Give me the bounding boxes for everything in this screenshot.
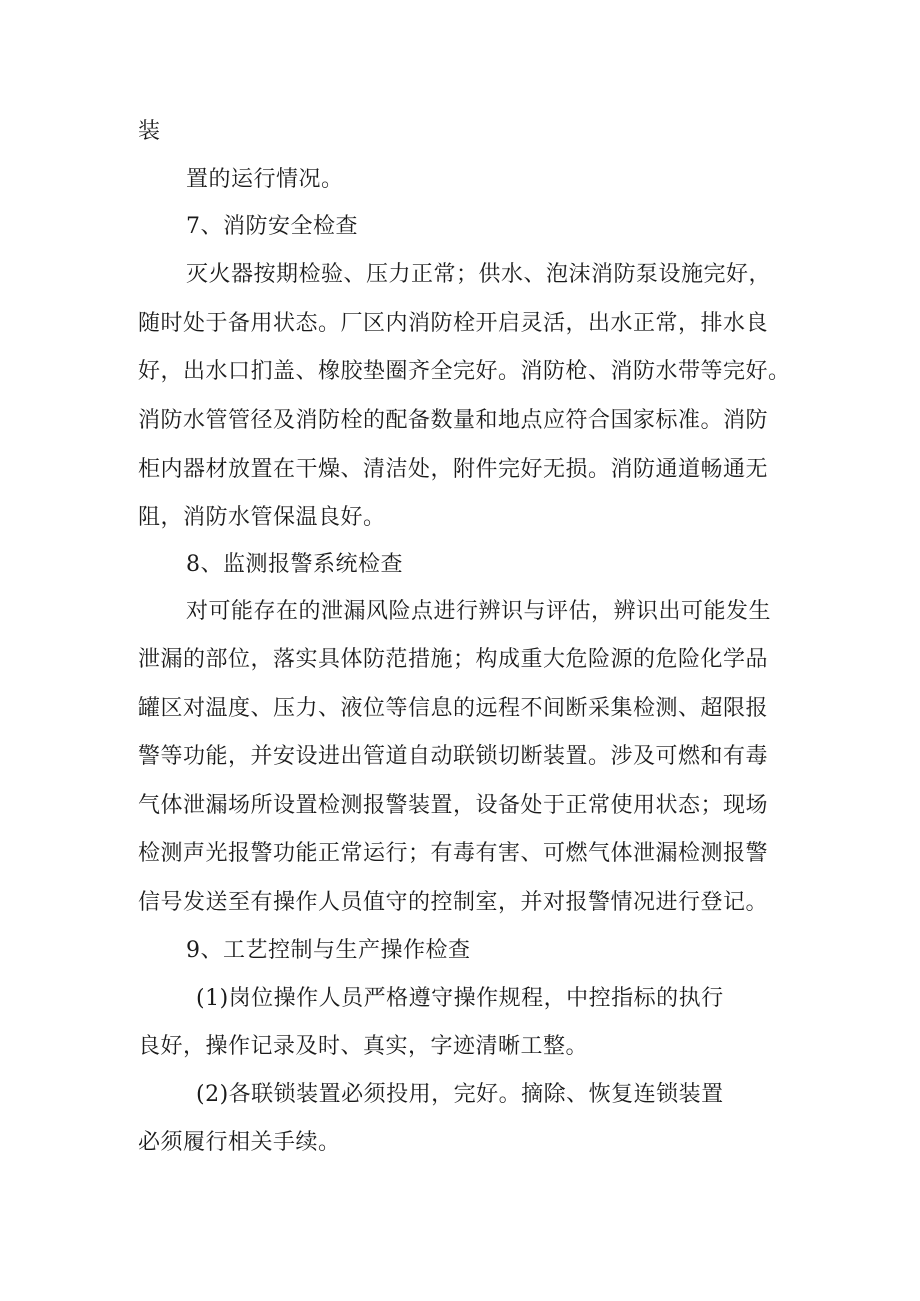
text-line: 气体泄漏场所设置检测报警装置，设备处于正常使用状态；现场 xyxy=(138,793,769,818)
section-heading-9: 9、工艺控制与生产操作检查 xyxy=(186,938,471,963)
text-line: (1)岗位操作人员严格遵守操作规程，中控指标的执行 xyxy=(196,986,724,1011)
text-line: 灭火器按期检验、压力正常；供水、泡沫消防泵设施完好， xyxy=(186,262,772,287)
text-line: 装 xyxy=(138,119,161,144)
text-line: 柜内器材放置在干燥、清洁处，附件完好无损。消防通道畅通无 xyxy=(138,457,769,482)
text-line: 随时处于备用状态。厂区内消防栓开启灵活，出水正常，排水良 xyxy=(138,311,769,336)
text-line: 检测声光报警功能正常运行；有毒有害、可燃气体泄漏检测报警 xyxy=(138,841,769,866)
section-heading-8: 8、监测报警系统检查 xyxy=(186,552,403,577)
text-line: 信号发送至有操作人员值守的控制室，并对报警情况进行登记。 xyxy=(138,890,769,915)
text-line: 消防水管管径及消防栓的配备数量和地点应符合国家标准。消防 xyxy=(138,408,769,433)
text-line: 置的运行情况。 xyxy=(186,167,344,192)
text-line: 对可能存在的泄漏风险点进行辨识与评估，辨识出可能发生 xyxy=(186,599,772,624)
text-line: (2)各联锁装置必须投用，完好。摘除、恢复连锁装置 xyxy=(196,1082,724,1107)
text-line: 良好，操作记录及时、真实，字迹清晰工整。 xyxy=(138,1034,589,1059)
text-line: 必须履行相关手续。 xyxy=(138,1130,341,1155)
text-line: 警等功能，并安设进出管道自动联锁切断装置。涉及可燃和有毒 xyxy=(138,744,769,769)
text-line: 罐区对温度、压力、液位等信息的远程不间断采集检测、超限报 xyxy=(138,696,769,721)
text-line: 阻，消防水管保温良好。 xyxy=(138,505,386,530)
text-line: 泄漏的部位，落实具体防范措施；构成重大危险源的危险化学品 xyxy=(138,647,769,672)
section-heading-7: 7、消防安全检查 xyxy=(186,214,358,239)
text-line: 好，出水口扪盖、橡胶垫圈齐全完好。消防枪、消防水带等完好。 xyxy=(138,359,791,384)
